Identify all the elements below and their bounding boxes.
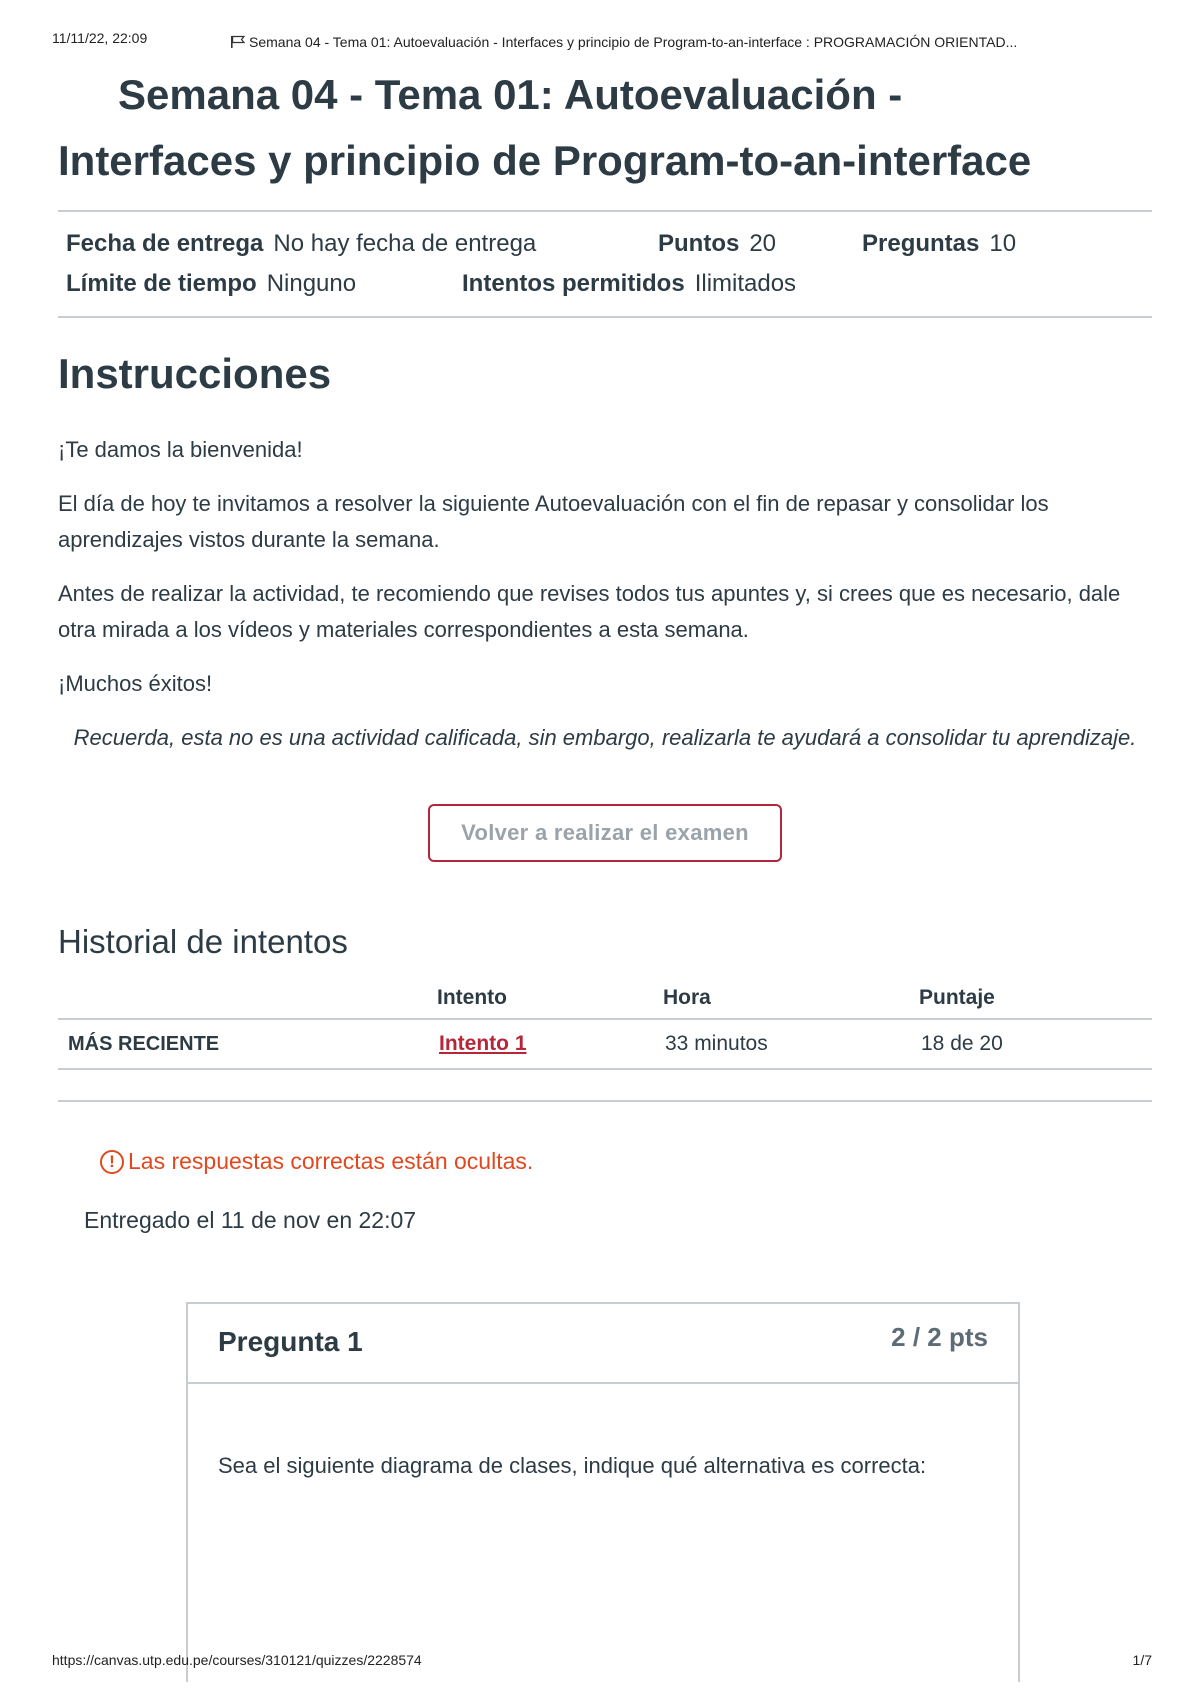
hidden-answers-notice [100,1148,1152,1175]
column-header: Hora [655,978,911,1019]
question-card [186,1302,1020,1682]
attempt-history-heading: Historial de intentos [58,923,348,960]
instructions-heading: Instrucciones [58,350,332,397]
print-url: https://canvas.utp.edu.pe/courses/310121/quizzes/2228574 [52,1652,422,1668]
column-header: Puntaje [911,978,1152,1019]
allowed-attempts-label: Intentos permitidos [462,270,685,297]
due-date [66,224,658,264]
warning-icon: ! [100,1150,124,1174]
table-header-row [58,978,1152,1019]
questions-value: 10 [989,230,1017,257]
time-limit [66,264,462,304]
divider [58,1100,1152,1102]
question-title: Pregunta 1 [218,1326,363,1357]
hidden-answers-text: Las respuestas correctas están ocultas. [128,1148,534,1174]
attempt-cell [429,1019,655,1069]
print-doc-title: Semana 04 - Tema 01: Autoevaluación - Interfaces y principio de Program-to-an-interface : PROGRAMACIÓN ORIENTAD... [249,34,1018,50]
question-header [188,1304,1018,1384]
flag-icon [230,35,246,49]
print-header [52,30,1160,52]
due-date-label: Fecha de entrega [66,230,264,257]
submitted-timestamp: Entregado el 11 de nov en 22:07 [84,1207,417,1233]
retake-wrap [58,804,1152,862]
question-points: 2 / 2 pts [891,1322,988,1352]
page-title [58,62,1152,194]
instructions-paragraph: ¡Te damos la bienvenida! [58,437,303,462]
table-row [58,1019,1152,1069]
print-date: 11/11/22, 22:09 [52,30,148,46]
instructions-note: Recuerda, esta no es una actividad calificada, sin embargo, realizarla te ayudará a consolidar tu aprendizaje. [73,725,1137,750]
due-date-value: No hay fecha de entrega [273,230,537,257]
question-text: Sea el siguiente diagrama de clases, indique qué alternativa es correcta: [218,1453,927,1478]
print-page-number: 1/7 [1132,1652,1152,1668]
print-doc-title-wrap [230,34,1017,50]
points-value: 20 [749,230,777,257]
details-row-1 [66,224,1144,264]
latest-label: MÁS RECIENTE [58,1019,429,1069]
score-cell: 18 de 20 [911,1019,1152,1069]
column-header [58,978,429,1019]
quiz-content [58,62,1152,1234]
time-cell: 33 minutos [655,1019,911,1069]
points [658,224,862,264]
column-header: Intento [429,978,655,1019]
attempt-history-table [58,978,1152,1070]
time-limit-value: Ninguno [266,270,357,297]
quiz-details [58,212,1152,316]
attempt-link[interactable]: Intento 1 [439,1032,527,1055]
instructions-paragraph: El día de hoy te invitamos a resolver la siguiente Autoevaluación con el fin de repasar y consolidar los aprendizajes vistos durante la semana. [58,491,1049,552]
divider [58,316,1152,318]
allowed-attempts-value: Ilimitados [694,270,797,297]
instructions-body [58,432,1152,756]
details-row-2 [66,264,1144,304]
page-title-line-1: Semana 04 - Tema 01: Autoevaluación - [118,71,903,118]
time-limit-label: Límite de tiempo [66,270,257,297]
instructions-paragraph: ¡Muchos éxitos! [58,671,213,696]
instructions-paragraph: Antes de realizar la actividad, te recomiendo que revises todos tus apuntes y, si crees que es necesario, dale otra mirada a los vídeos y materiales correspondientes a esta semana. [58,581,1121,642]
retake-quiz-button[interactable]: Volver a realizar el examen [428,804,782,862]
questions-count [862,224,1016,264]
points-label: Puntos [658,230,740,257]
page-title-line-2: Interfaces y principio de Program-to-an-interface [58,137,1032,184]
questions-label: Preguntas [862,230,980,257]
allowed-attempts [462,264,796,304]
